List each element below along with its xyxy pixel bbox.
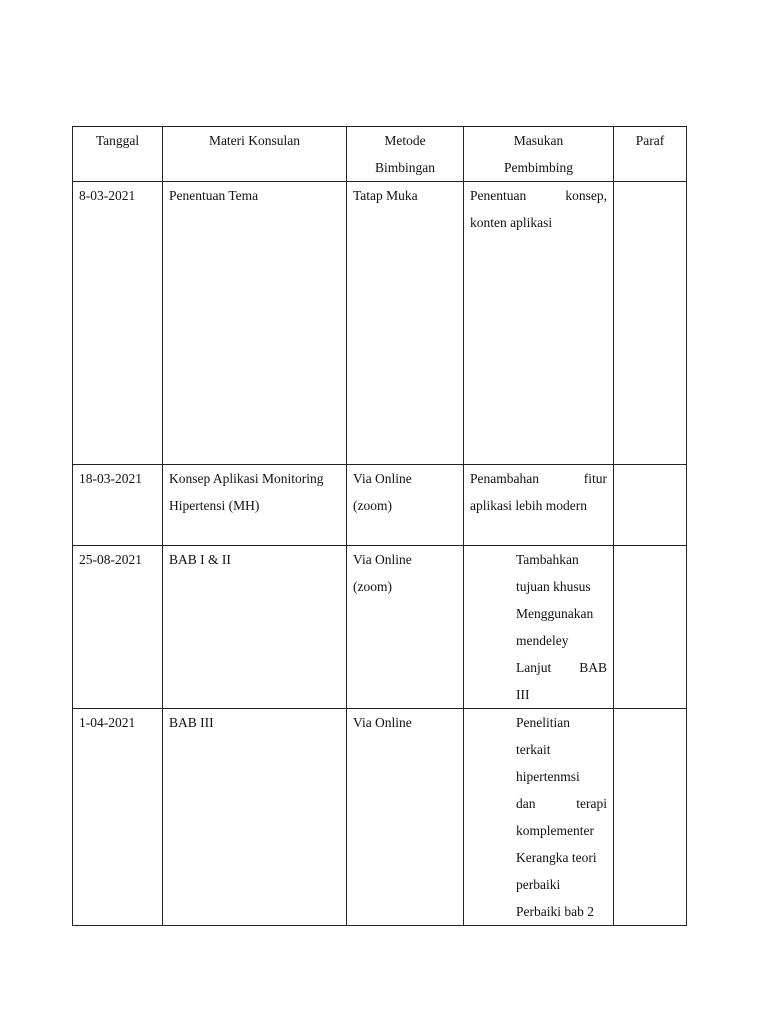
header-materi: Materi Konsulan	[163, 127, 347, 182]
cell-tanggal: 18-03-2021	[73, 465, 163, 546]
cell-metode: Tatap Muka	[347, 182, 464, 465]
cell-materi: Konsep Aplikasi Monitoring Hipertensi (MH)	[163, 465, 347, 546]
header-metode: Metode Bimbingan	[347, 127, 464, 182]
table-header-row	[73, 127, 687, 182]
cell-tanggal: 25-08-2021	[73, 546, 163, 709]
cell-paraf	[614, 182, 687, 465]
cell-masukan: Tambahkan tujuan khusus Menggunakan mendeley Lanjut BAB III	[464, 546, 614, 709]
cell-paraf	[614, 465, 687, 546]
header-tanggal: Tanggal	[73, 127, 163, 182]
header-paraf: Paraf	[614, 127, 687, 182]
header-masukan: Masukan Pembimbing	[464, 127, 614, 182]
cell-materi: BAB I & II	[163, 546, 347, 709]
cell-masukan: Penambahan fitur aplikasi lebih modern	[464, 465, 614, 546]
cell-metode: Via Online (zoom)	[347, 546, 464, 709]
table-row	[73, 182, 687, 465]
cell-metode: Via Online (zoom)	[347, 465, 464, 546]
table-row	[73, 546, 687, 709]
table-row	[73, 709, 687, 926]
cell-materi: Penentuan Tema	[163, 182, 347, 465]
cell-masukan: Penentuan konsep, konten aplikasi	[464, 182, 614, 465]
cell-paraf	[614, 546, 687, 709]
table-row	[73, 465, 687, 546]
cell-masukan: Penelitian terkait hipertenmsi dan terapi komplementer Kerangka teori perbaiki Perbaiki bab 2	[464, 709, 614, 926]
cell-materi: BAB III	[163, 709, 347, 926]
cell-paraf	[614, 709, 687, 926]
cell-metode: Via Online	[347, 709, 464, 926]
cell-tanggal: 8-03-2021	[73, 182, 163, 465]
cell-tanggal: 1-04-2021	[73, 709, 163, 926]
consultation-log-table	[72, 126, 687, 926]
